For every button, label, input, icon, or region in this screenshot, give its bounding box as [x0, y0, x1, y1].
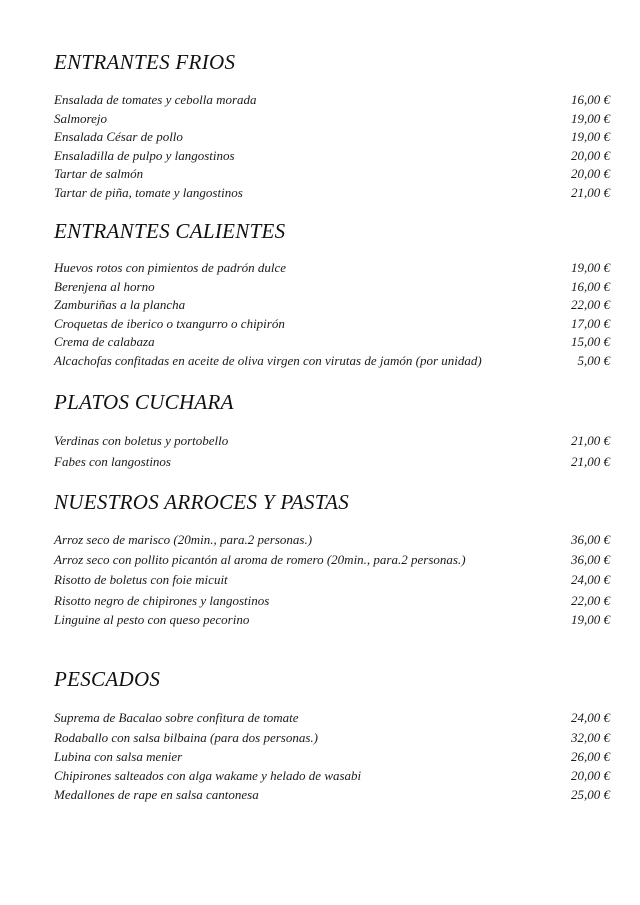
menu-item	[0, 110, 640, 128]
dish-name: Berenjena al horno	[54, 279, 155, 294]
menu-item	[0, 767, 640, 785]
section-title: ENTRANTES CALIENTES	[54, 219, 286, 243]
menu-item	[0, 296, 640, 314]
dish-price: 24,00 €	[571, 710, 610, 725]
menu-item	[0, 531, 640, 549]
dish-price: 20,00 €	[571, 166, 610, 181]
dish-name: Risotto negro de chipirones y langostinos	[54, 593, 270, 608]
menu-item	[0, 315, 640, 333]
menu-item	[0, 91, 640, 109]
dish-price: 24,00 €	[571, 572, 610, 587]
menu-item	[0, 551, 640, 569]
dish-name: Fabes con langostinos	[54, 454, 171, 469]
section-title: PESCADOS	[54, 667, 161, 691]
dish-name: Croquetas de iberico o txangurro o chipirón	[54, 316, 285, 331]
dish-name: Ensaladilla de pulpo y langostinos	[54, 148, 235, 163]
dish-price: 20,00 €	[571, 148, 610, 163]
dish-name: Zamburiñas a la plancha	[54, 297, 186, 312]
dish-name: Alcachofas confitadas en aceite de oliva virgen con virutas de jamón (por unidad)	[54, 353, 482, 368]
dish-name: Ensalada de tomates y cebolla morada	[54, 92, 257, 107]
dish-price: 32,00 €	[571, 730, 610, 745]
dish-price: 19,00 €	[571, 111, 610, 126]
dish-price: 19,00 €	[571, 260, 610, 275]
dish-name: Ensalada César de pollo	[54, 129, 183, 144]
dish-name: Suprema de Bacalao sobre confitura de tomate	[54, 710, 299, 725]
dish-name: Salmorejo	[54, 111, 107, 126]
dish-price: 21,00 €	[571, 454, 610, 469]
section-title: ENTRANTES FRIOS	[54, 50, 236, 74]
dish-price: 16,00 €	[571, 279, 610, 294]
menu-item	[0, 453, 640, 471]
dish-price: 22,00 €	[571, 297, 610, 312]
menu-item	[0, 748, 640, 766]
dish-name: Arroz seco de marisco (20min., para.2 personas.)	[54, 532, 313, 547]
dish-price: 26,00 €	[571, 749, 610, 764]
dish-name: Risotto de boletus con foie micuit	[54, 572, 228, 587]
dish-price: 21,00 €	[571, 185, 610, 200]
menu-item	[0, 184, 640, 202]
menu-item	[0, 592, 640, 610]
dish-price: 15,00 €	[571, 334, 610, 349]
dish-name: Arroz seco con pollito picantón al aroma de romero (20min., para.2 personas.)	[54, 552, 466, 567]
dish-name: Huevos rotos con pimientos de padrón dulce	[54, 260, 287, 275]
dish-price: 21,00 €	[571, 433, 610, 448]
dish-price: 20,00 €	[571, 768, 610, 783]
dish-name: Tartar de salmón	[54, 166, 144, 181]
menu-item	[0, 709, 640, 727]
menu-item	[0, 729, 640, 747]
dish-price: 25,00 €	[571, 787, 610, 802]
dish-price: 19,00 €	[571, 612, 610, 627]
dish-price: 5,00 €	[577, 353, 610, 368]
menu-item	[0, 259, 640, 277]
section-title: NUESTROS ARROCES Y PASTAS	[54, 490, 350, 514]
dish-name: Rodaballo con salsa bilbaina (para dos personas.)	[54, 730, 318, 745]
dish-name: Verdinas con boletus y portobello	[54, 433, 229, 448]
dish-name: Chipirones salteados con alga wakame y helado de wasabi	[54, 768, 362, 783]
dish-name: Crema de calabaza	[54, 334, 155, 349]
menu-item	[0, 352, 640, 370]
menu-item	[0, 128, 640, 146]
dish-name: Tartar de piña, tomate y langostinos	[54, 185, 243, 200]
dish-name: Medallones de rape en salsa cantonesa	[54, 787, 259, 802]
dish-name: Linguine al pesto con queso pecorino	[54, 612, 250, 627]
section-title: PLATOS CUCHARA	[54, 390, 234, 414]
dish-name: Lubina con salsa menier	[54, 749, 183, 764]
menu-item	[0, 432, 640, 450]
dish-price: 19,00 €	[571, 129, 610, 144]
menu-item	[0, 278, 640, 296]
dish-price: 22,00 €	[571, 593, 610, 608]
dish-price: 17,00 €	[571, 316, 610, 331]
menu-item	[0, 571, 640, 589]
dish-price: 36,00 €	[571, 532, 610, 547]
menu-item	[0, 786, 640, 804]
menu-item	[0, 333, 640, 351]
dish-price: 16,00 €	[571, 92, 610, 107]
menu-item	[0, 147, 640, 165]
menu-item	[0, 165, 640, 183]
menu-item	[0, 611, 640, 629]
dish-price: 36,00 €	[571, 552, 610, 567]
